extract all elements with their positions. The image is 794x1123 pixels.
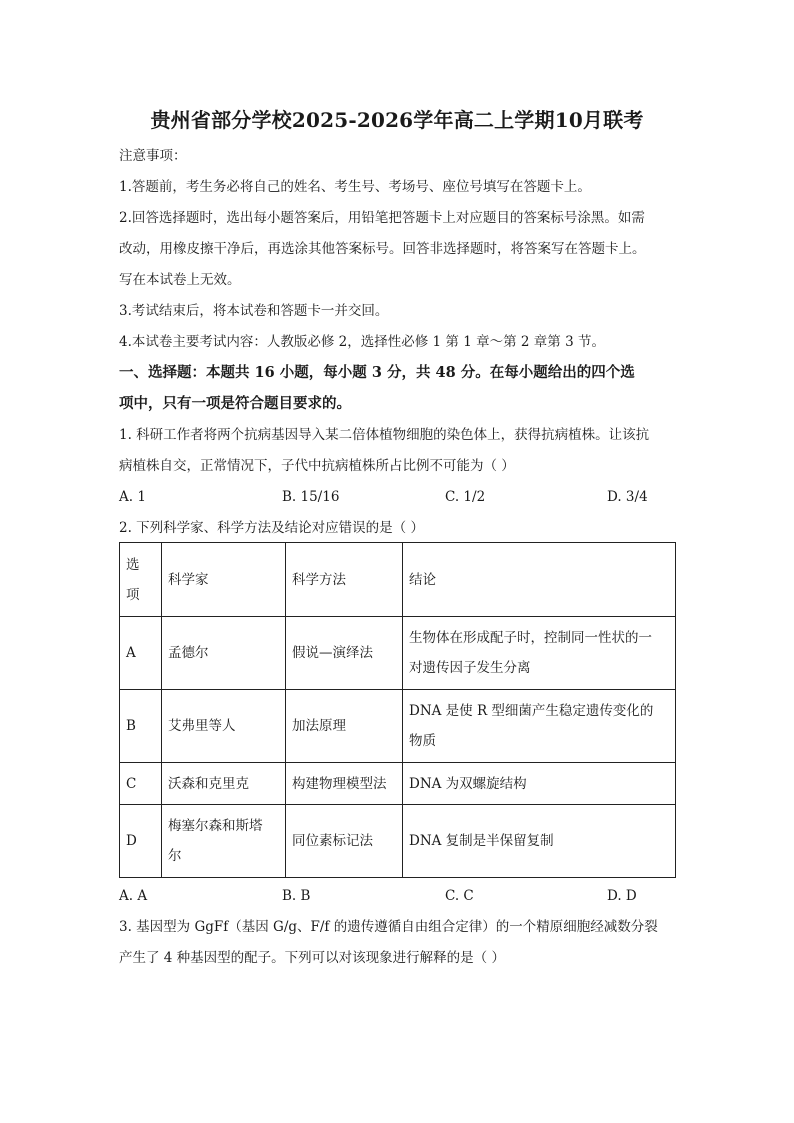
q1-stem-line-2: 病植株自交，正常情况下，子代中抗病植株所占比例不可能为（ ） (119, 458, 515, 474)
row-scientist-cell: 梅塞尔森和斯塔 尔 (162, 805, 286, 878)
note-item-2-line-1: 2.回答选择题时，选出每小题答案后，用铅笔把答题卡上对应题目的答案标号涂黑。如需 (119, 210, 645, 226)
table-row (120, 617, 676, 690)
q2-table (119, 542, 676, 878)
row-option-cell: B (120, 690, 162, 763)
note-item-1: 1.答题前，考生务必将自己的姓名、考生号、考场号、座位号填写在答题卡上。 (119, 179, 591, 195)
row-method-cell: 同位素标记法 (286, 805, 403, 878)
q3-stem-line-1: 3. 基因型为 GgFf（基因 G/g、F/f 的遗传遵循自由组合定律）的一个精原细胞经减数分裂 (119, 919, 658, 935)
header-method-cell: 科学方法 (286, 543, 403, 617)
q3-stem-line-2: 产生了 4 种基因型的配子。下列可以对该现象进行解释的是（ ） (119, 950, 505, 966)
row-option-cell: D (120, 805, 162, 878)
table-row (120, 805, 676, 878)
row-scientist-cell: 沃森和克里克 (162, 763, 286, 805)
section-heading-line-1: 一、选择题：本题共 16 小题，每小题 3 分，共 48 分。在每小题给出的四个选 (119, 364, 635, 381)
header-option-cell: 选 项 (120, 543, 162, 617)
row-option-cell: C (120, 763, 162, 805)
row-conclusion-cell: DNA 是使 R 型细菌产生稳定遗传变化的 物质 (403, 690, 676, 763)
q2-option-a: A. A (119, 888, 148, 904)
q2-option-d: D. D (607, 888, 637, 904)
row-conclusion-cell: DNA 复制是半保留复制 (403, 805, 676, 878)
q1-option-d: D. 3/4 (607, 489, 648, 505)
row-conclusion-cell: 生物体在形成配子时，控制同一性状的一 对遗传因子发生分离 (403, 617, 676, 690)
row-method-cell: 构建物理模型法 (286, 763, 403, 805)
q2-option-b: B. B (282, 888, 311, 904)
q2-option-c: C. C (445, 888, 474, 904)
section-heading-line-2: 项中，只有一项是符合题目要求的。 (119, 395, 351, 412)
row-method-cell: 加法原理 (286, 690, 403, 763)
row-method-cell: 假说—演绎法 (286, 617, 403, 690)
table-row (120, 690, 676, 763)
row-scientist-cell: 艾弗里等人 (162, 690, 286, 763)
table-row (120, 763, 676, 805)
q1-option-b: B. 15/16 (282, 489, 340, 505)
note-item-2-line-2: 改动，用橡皮擦干净后，再选涂其他答案标号。回答非选择题时，将答案写在答题卡上。 (119, 241, 646, 257)
q1-stem-line-1: 1. 科研工作者将两个抗病基因导入某二倍体植物细胞的染色体上，获得抗病植株。让该抗 (119, 427, 650, 443)
table-header-row (120, 543, 676, 617)
header-conclusion-cell: 结论 (403, 543, 676, 617)
note-item-3: 3.考试结束后，将本试卷和答题卡一并交回。 (119, 303, 389, 319)
q1-option-c: C. 1/2 (445, 489, 486, 505)
notes-heading: 注意事项： (119, 148, 187, 164)
row-option-cell: A (120, 617, 162, 690)
note-item-2-line-3: 写在本试卷上无效。 (119, 272, 241, 288)
q1-option-a: A. 1 (119, 489, 146, 505)
row-conclusion-cell: DNA 为双螺旋结构 (403, 763, 676, 805)
header-scientist-cell: 科学家 (162, 543, 286, 617)
q2-stem: 2. 下列科学家、科学方法及结论对应错误的是（ ） (119, 520, 424, 536)
page-title: 贵州省部分学校2025-2026学年高二上学期10月联考 (150, 108, 644, 132)
row-scientist-cell: 孟德尔 (162, 617, 286, 690)
note-item-4: 4.本试卷主要考试内容：人教版必修 2，选择性必修 1 第 1 章～第 2 章第 3 节。 (119, 334, 605, 350)
